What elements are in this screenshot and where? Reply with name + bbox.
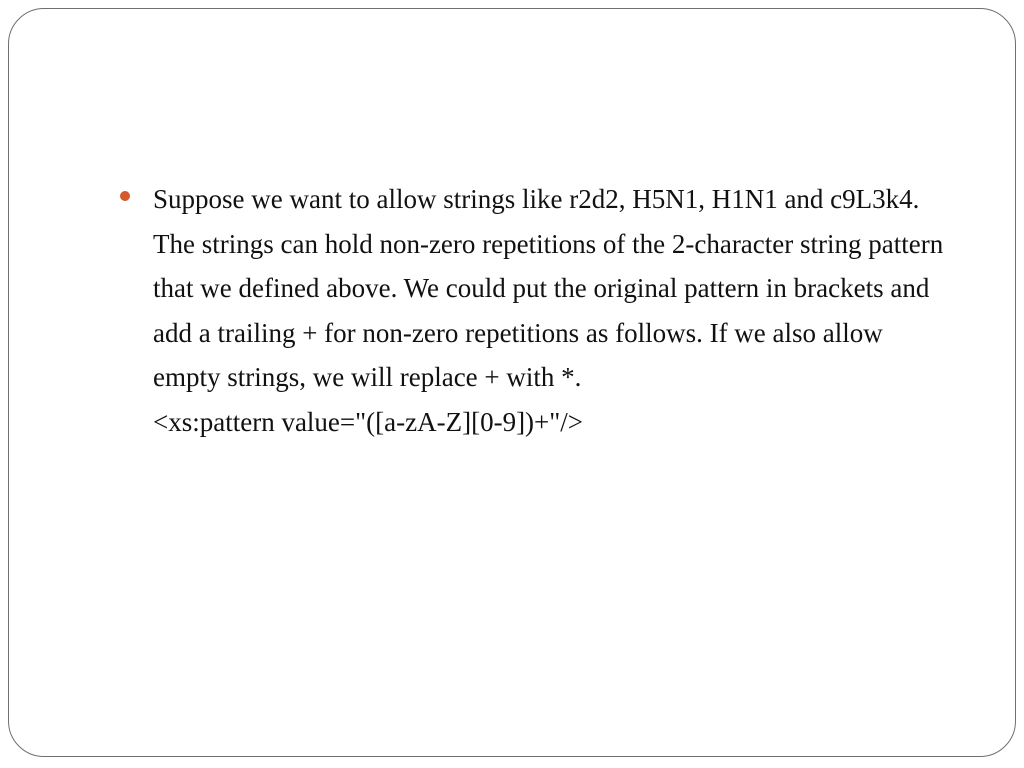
slide-body	[117, 177, 947, 444]
xs-pattern-code: <xs:pattern value="([a-zA-Z][0-9])+"/>	[153, 406, 584, 437]
bullet-paragraph: Suppose we want to allow strings like r2d2, H5N1, H1N1 and c9L3k4. The strings can hold non-zero repetitions of the 2-character string pattern that we defined above. We could put the original pattern in brackets and add a trailing + for non-zero repetitions as follows. If we also allow empty strings, we will replace + with *.	[153, 184, 944, 392]
bullet-dot-icon	[120, 191, 130, 201]
bullet-text	[153, 177, 947, 444]
slide-frame	[8, 8, 1016, 757]
bullet-item	[117, 177, 947, 444]
